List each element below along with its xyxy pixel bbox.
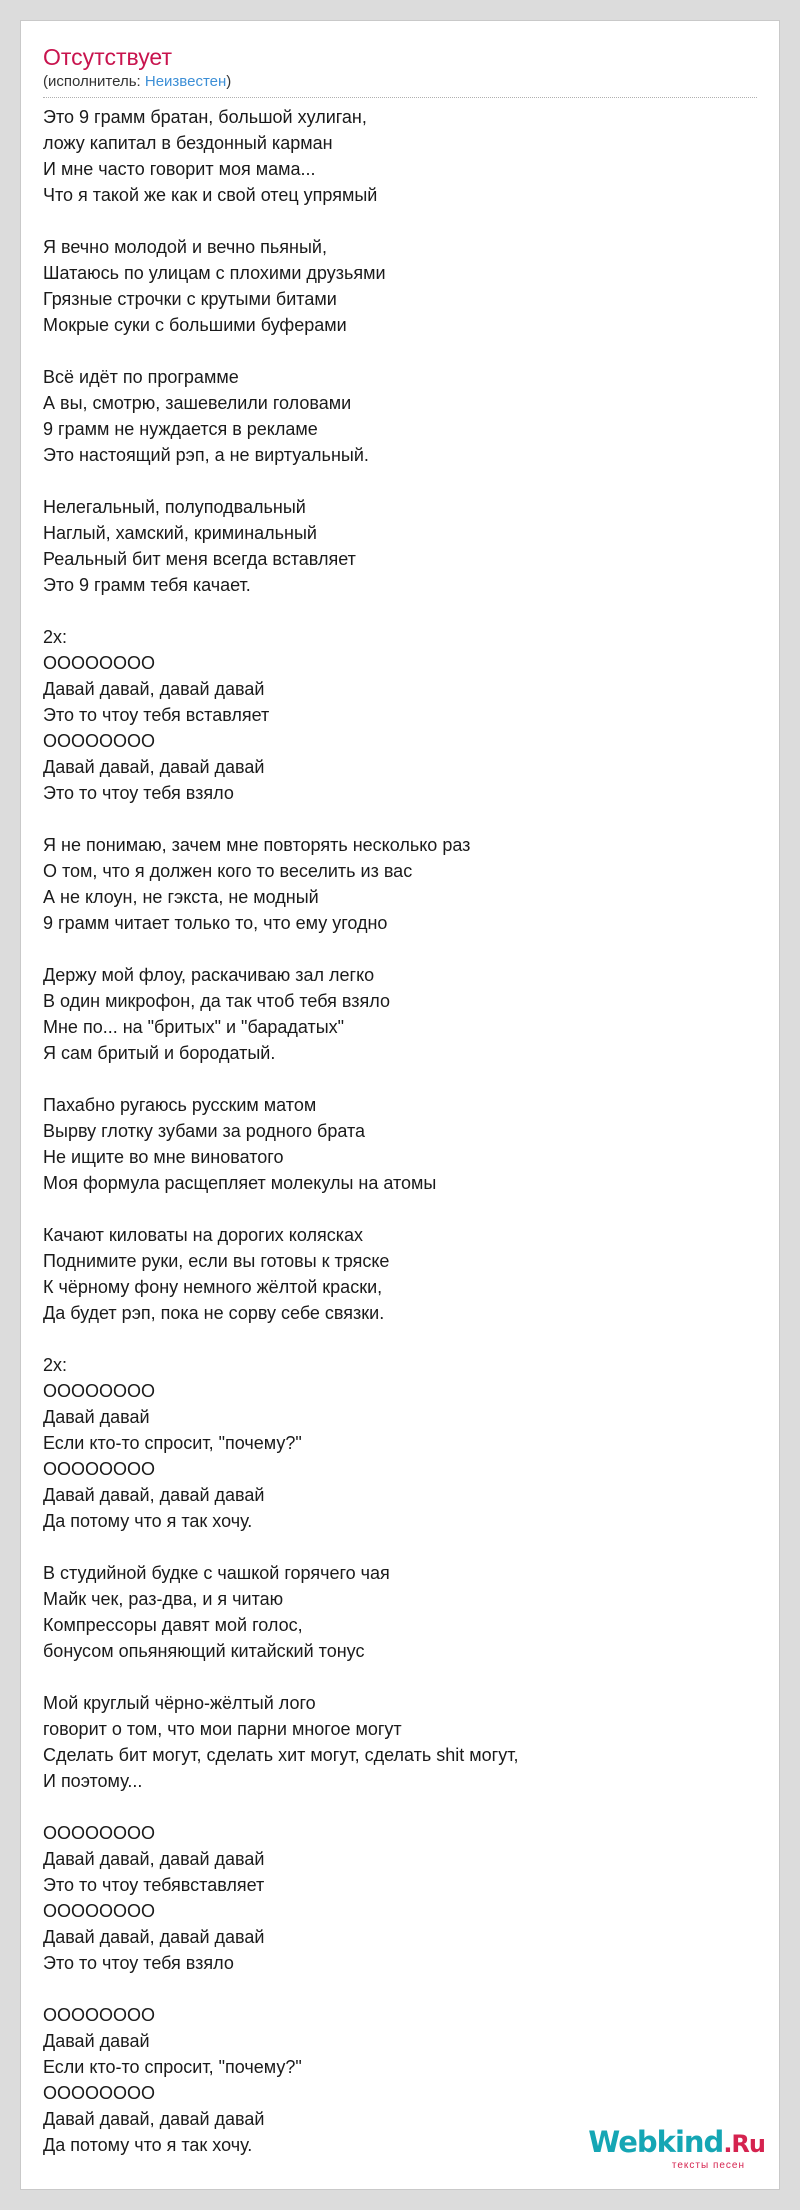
lyrics-line: Это 9 грамм тебя качает. [43, 575, 251, 595]
artist-prefix: (исполнитель: [43, 73, 145, 90]
lyrics-line: Я не понимаю, зачем мне повторять несколько раз [43, 835, 471, 855]
lyrics-line: Да будет рэп, пока не сорву себе связки. [43, 1303, 385, 1323]
lyrics-line: Если кто-то спросит, "почему?" [43, 2057, 302, 2077]
lyrics-line: Реальный бит меня всегда вставляет [43, 549, 356, 569]
logo-wordmark [588, 2125, 765, 2161]
lyrics-line: В студийной будке с чашкой горячего чая [43, 1563, 390, 1583]
lyrics-line: И поэтому... [43, 1771, 143, 1791]
lyrics-verse [43, 494, 743, 598]
lyrics-line: 9 грамм не нуждается в рекламе [43, 419, 318, 439]
lyrics-verse [43, 624, 743, 806]
lyrics-line: ООООOООО [43, 653, 156, 673]
lyrics-line: ООООOООО [43, 2005, 156, 2025]
lyrics-line: Нелегальный, полуподвальный [43, 497, 306, 517]
lyrics-line: Грязные строчки с крутыми битами [43, 289, 337, 309]
lyrics-verse [43, 104, 743, 208]
lyrics-verse [43, 832, 743, 936]
lyrics-line: Это настоящий рэп, а не виртуальный. [43, 445, 369, 465]
lyrics-line: 2х: [43, 627, 68, 647]
lyrics-verse [43, 1092, 743, 1196]
lyrics-line: Это то чтоу тебя взяло [43, 1953, 234, 1973]
lyrics-line: ООООOООО [43, 731, 156, 751]
lyrics-line: Не ищите во мне виноватого [43, 1147, 284, 1167]
lyrics-line: 2х: [43, 1355, 68, 1375]
lyrics-verse [43, 234, 743, 338]
lyrics-line: Мокрые суки с большими буферами [43, 315, 347, 335]
lyrics-verse [43, 1222, 743, 1326]
lyrics-line: бонусом опьяняющий китайский тонус [43, 1641, 365, 1661]
lyrics-line: Компрессоры давят мой голос, [43, 1615, 303, 1635]
lyrics-line: Сделать бит могут, сделать хит могут, сделать shit могут, [43, 1745, 519, 1765]
lyrics-verse [43, 962, 743, 1066]
lyrics-line: Это 9 грамм братан, большой хулиган, [43, 107, 367, 127]
lyrics-line: Давай давай, давай давай [43, 1849, 265, 1869]
lyrics-line: А не клоун, не гэкста, не модный [43, 887, 319, 907]
lyrics-verse [43, 1690, 743, 1794]
lyrics-line: Моя формула расщепляет молекулы на атомы [43, 1173, 437, 1193]
lyrics-line: ООООOООО [43, 1381, 156, 1401]
lyrics-line: Вырву глотку зубами за родного брата [43, 1121, 366, 1141]
lyrics-line: Шатаюсь по улицам с плохими друзьями [43, 263, 386, 283]
lyrics-line: Да потому что я так хочу. [43, 2135, 253, 2155]
lyrics-line: О том, что я должен кого то веселить из вас [43, 861, 413, 881]
lyrics-line: Это то чтоу тебя взяло [43, 783, 234, 803]
lyrics-line: Это то чтоу тебя вставляет [43, 705, 270, 725]
lyrics-line: Давай давай [43, 2031, 150, 2051]
artist-suffix: ) [226, 73, 232, 90]
lyrics-line: ООООOООО [43, 1823, 156, 1843]
lyrics-line: Всё идёт по программе [43, 367, 239, 387]
lyrics-verse [43, 1352, 743, 1534]
header-divider [43, 97, 757, 98]
lyrics-line: Давай давай, давай давай [43, 1927, 265, 1947]
lyrics-line: Качают киловаты на дорогих колясках [43, 1225, 363, 1245]
lyrics-verse [43, 364, 743, 468]
lyrics-line: Я сам бритый и бородатый. [43, 1043, 276, 1063]
lyrics-line: Да потому что я так хочу. [43, 1511, 253, 1531]
logo-domain-text: .Ru [723, 2130, 765, 2158]
lyrics-verse [43, 1820, 743, 1976]
site-logo[interactable] [588, 2125, 765, 2175]
artist-line [43, 73, 231, 91]
lyrics-line: ООООOООО [43, 1901, 156, 1921]
lyrics-line: Что я такой же как и свой отец упрямый [43, 185, 378, 205]
lyrics-line: Мне по... на "бритых" и "барадатых" [43, 1017, 345, 1037]
artist-link[interactable]: Неизвестен [144, 73, 227, 90]
lyrics-line: К чёрному фону немного жёлтой краски, [43, 1277, 383, 1297]
lyrics-line: Держу мой флоу, раскачиваю зал легко [43, 965, 375, 985]
lyrics-line: В один микрофон, да так чтоб тебя взяло [43, 991, 390, 1011]
lyrics-line: Давай давай, давай давай [43, 2109, 265, 2129]
lyrics-line: 9 грамм читает только то, что ему угодно [43, 913, 388, 933]
lyrics-line: Давай давай, давай давай [43, 1485, 265, 1505]
lyrics-line: Майк чек, раз-два, и я читаю [43, 1589, 284, 1609]
lyrics-card [20, 20, 780, 2190]
lyrics-line: ложу капитал в бездонный карман [43, 133, 333, 153]
logo-main-text: Webkind [588, 2125, 724, 2159]
lyrics-line: А вы, смотрю, зашевелили головами [43, 393, 352, 413]
lyrics-line: Это то чтоу тебявставляет [43, 1875, 265, 1895]
lyrics-line: Давай давай, давай давай [43, 757, 265, 777]
lyrics-line: ООООOООО [43, 1459, 156, 1479]
lyrics-line: Давай давай, давай давай [43, 679, 265, 699]
lyrics-line: Если кто-то спросит, "почему?" [43, 1433, 302, 1453]
lyrics-line: Пахабно ругаюсь русским матом [43, 1095, 317, 1115]
lyrics-line: Мой круглый чёрно-жёлтый лого [43, 1693, 316, 1713]
lyrics-line: Давай давай [43, 1407, 150, 1427]
lyrics-line: ООООOООО [43, 2083, 156, 2103]
lyrics-line: И мне часто говорит моя мама... [43, 159, 316, 179]
logo-tagline: тексты песен [671, 2160, 745, 2171]
lyrics-line: Наглый, хамский, криминальный [43, 523, 317, 543]
song-title: Отсутствует [43, 44, 172, 70]
lyrics-line: Поднимите руки, если вы готовы к тряске [43, 1251, 390, 1271]
lyrics-verse [43, 1560, 743, 1664]
lyrics-body [43, 104, 743, 2158]
lyrics-line: говорит о том, что мои парни многое могут [43, 1719, 402, 1739]
lyrics-line: Я вечно молодой и вечно пьяный, [43, 237, 327, 257]
